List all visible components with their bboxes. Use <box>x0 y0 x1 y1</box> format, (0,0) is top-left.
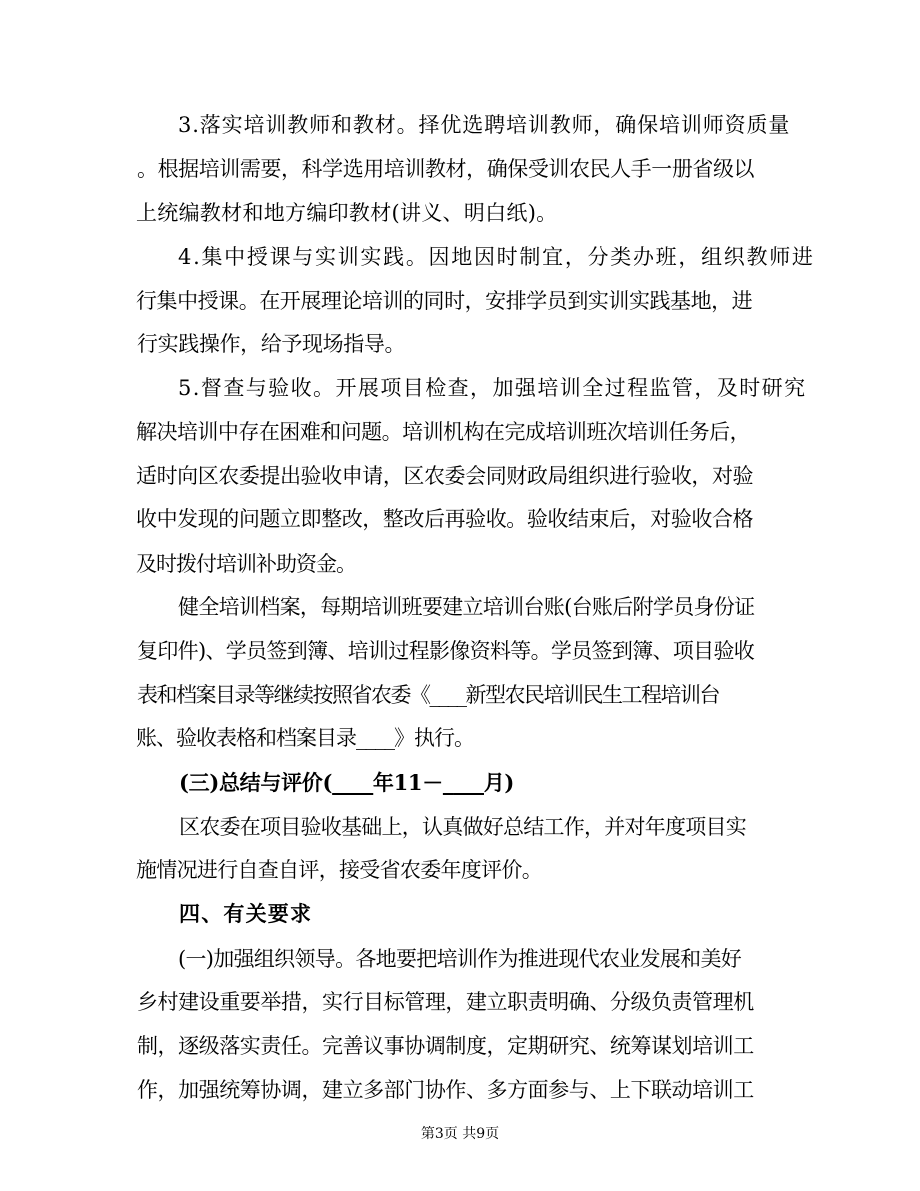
paragraph-line: 乡村建设重要举措，实行目标管理，建立职责明确、分级负责管理机 <box>137 990 754 1014</box>
paragraph-line: 4.集中授课与实训实践。因地因时制宜，分类办班，组织教师进 <box>178 245 815 269</box>
paragraph-line: 。根据培训需要，科学选用培训教材，确保受训农民人手一册省级以 <box>137 157 755 181</box>
paragraph-line: 及时拨付培训补助资金。 <box>136 552 356 576</box>
paragraph-line: 健全培训档案，每期培训班要建立培训台账(台账后附学员身份证 <box>178 595 755 619</box>
paragraph-line: 5.督查与验收。开展项目检查，加强培训全过程监管，及时研究 <box>178 376 807 400</box>
paragraph-line: 施情况进行自查自评，接受省农委年度评价。 <box>136 858 542 882</box>
paragraph-line: 适时向区农委提出验收申请，区农委会同财政局组织进行验收，对验 <box>136 464 754 488</box>
paragraph-line: 制，逐级落实责任。完善议事协调制度，定期研究、统筹谋划培训工 <box>137 1034 754 1058</box>
paragraph-line: 作，加强统筹协调，建立多部门协作、多方面参与、上下联动培训工 <box>137 1078 754 1102</box>
paragraph-line: 表和档案目录等继续按照省农委《____新型农民培训民生工程培训台 <box>137 683 719 707</box>
paragraph-line: 解决培训中存在困难和问题。培训机构在完成培训班次培训任务后， <box>136 420 751 444</box>
page-number: 第3页 共9页 <box>420 1126 500 1142</box>
paragraph-line: 3.落实培训教师和教材。择优选聘培训教师，确保培训师资质量 <box>178 113 791 137</box>
paragraph-line: 行集中授课。在开展理论培训的同时，安排学员到实训实践基地，进 <box>136 289 753 313</box>
paragraph-line: 复印件)、学员签到簿、培训过程影像资料等。学员签到簿、项目验收 <box>137 639 755 663</box>
paragraph-line: 账、验收表格和档案目录____》执行。 <box>136 726 474 750</box>
section-heading: (三)总结与评价(____年11－____月) <box>179 770 515 795</box>
paragraph-line: 行实践操作，给予现场指导。 <box>137 332 406 356</box>
paragraph-line: 上统编教材和地方编印教材(讲义、明白纸)。 <box>136 201 558 225</box>
paragraph-line: 收中发现的问题立即整改，整改后再验收。验收结束后，对验收合格 <box>136 507 754 531</box>
paragraph-line: 区农委在项目验收基础上，认真做好总结工作，并对年度项目实 <box>179 815 746 839</box>
paragraph-line: (一)加强组织领导。各地要把培训作为推进现代农业发展和美好 <box>178 947 742 971</box>
section-heading: 四、有关要求 <box>179 901 313 926</box>
